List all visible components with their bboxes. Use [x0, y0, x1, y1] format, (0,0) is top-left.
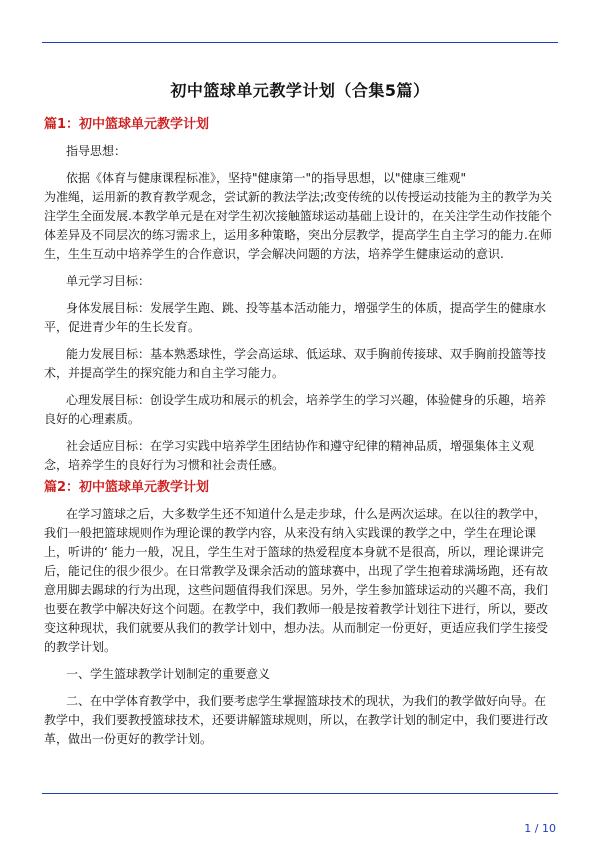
guide-label: 指导思想：: [66, 144, 127, 158]
document-body: [44, 116, 556, 749]
page-number: 1 / 10: [524, 822, 556, 835]
section2-item2: 二、在中学体育教学中，我们要考虑学生掌握篮球技术的现状，为我们的教学做好向导。在教学中，我们要教授篮球技术，还要讲解篮球规则，所以，在教学计划的制定中，我们要进行改革，做出一份更好的教学计划。: [44, 694, 549, 746]
section2-heading: 篇2：初中篮球单元教学计划: [44, 480, 210, 495]
guide-line1: 依据《体育与健康课程标准》，坚持"健康第一"的指导思想，以"健康三维观": [66, 171, 467, 185]
goal-mind: 心理发展目标：创设学生成功和展示的机会，培养学生的学习兴趣，体验健身的乐趣，培养良好的心理素质。: [44, 393, 547, 426]
goal-skill: 能力发展目标：基本熟悉球性，学会高运球、低运球、双手胸前传接球、双手胸前投篮等技术，并提高学生的探究能力和自主学习能力。: [44, 347, 547, 380]
section2-item1: 一、学生篮球教学计划制定的重要意义: [66, 667, 271, 681]
section1-heading: 篇1：初中篮球单元教学计划: [44, 117, 210, 132]
footer-rule: [42, 793, 558, 794]
goals-label: 单元学习目标：: [66, 274, 151, 288]
document-title: 初中篮球单元教学计划（合集5篇）: [170, 81, 430, 100]
header-rule: [42, 42, 558, 43]
goal-physical: 身体发展目标：发展学生跑、跳、投等基本活动能力，增强学生的体质，提高学生的健康水平，促进青少年的生长发育。: [44, 301, 547, 334]
section2-para1: 在学习篮球之后，大多数学生还不知道什么是走步球，什么是两次运球。在以往的教学中，我们一般把篮球规则作为理论课的教学内容，从来没有纳入实践课的教学之中，学生在理论课上，听讲的‘ 能力一般，况且，学生生对于篮球的热爱程度本身就不是很高，所以，理论课讲完后，能记住的很少很少。在日常教学及课余活动的篮球赛中，出现了学生抱着球满场跑，还有故意用脚去踢球的行为出现，这些问题值得我们深思。另外，学生参加篮球运动的兴趣不高，我们也要在教学中解决好这个问题。在教学中，我们教师一般是按着教学计划往下进行，所以，要改变这种现状，我们就要从我们的教学计划中，想办法。从而制定一份更好，更适应我们学生接受的教学计划。: [44, 507, 549, 654]
guide-body: 为准绳，运用新的教育教学观念，尝试新的教法学法;改变传统的以传授运动技能为主的教学为关注学生全面发展.本教学单元是在对学生初次接触篮球运动基础上设计的，在关注学生动作技能个体差异及不同层次的练习需求上，运用多种策略，突出分层教学，提高学生自主学习的能力.在师生，生生互动中培养学生的合作意识，学会解决问题的方法，培养学生健康运动的意识.: [44, 190, 553, 261]
goal-social: 社会适应目标：在学习实践中培养学生团结协作和遵守纪律的精神品质，增强集体主义观念，培养学生的良好行为习惯和社会责任感。: [44, 439, 535, 472]
